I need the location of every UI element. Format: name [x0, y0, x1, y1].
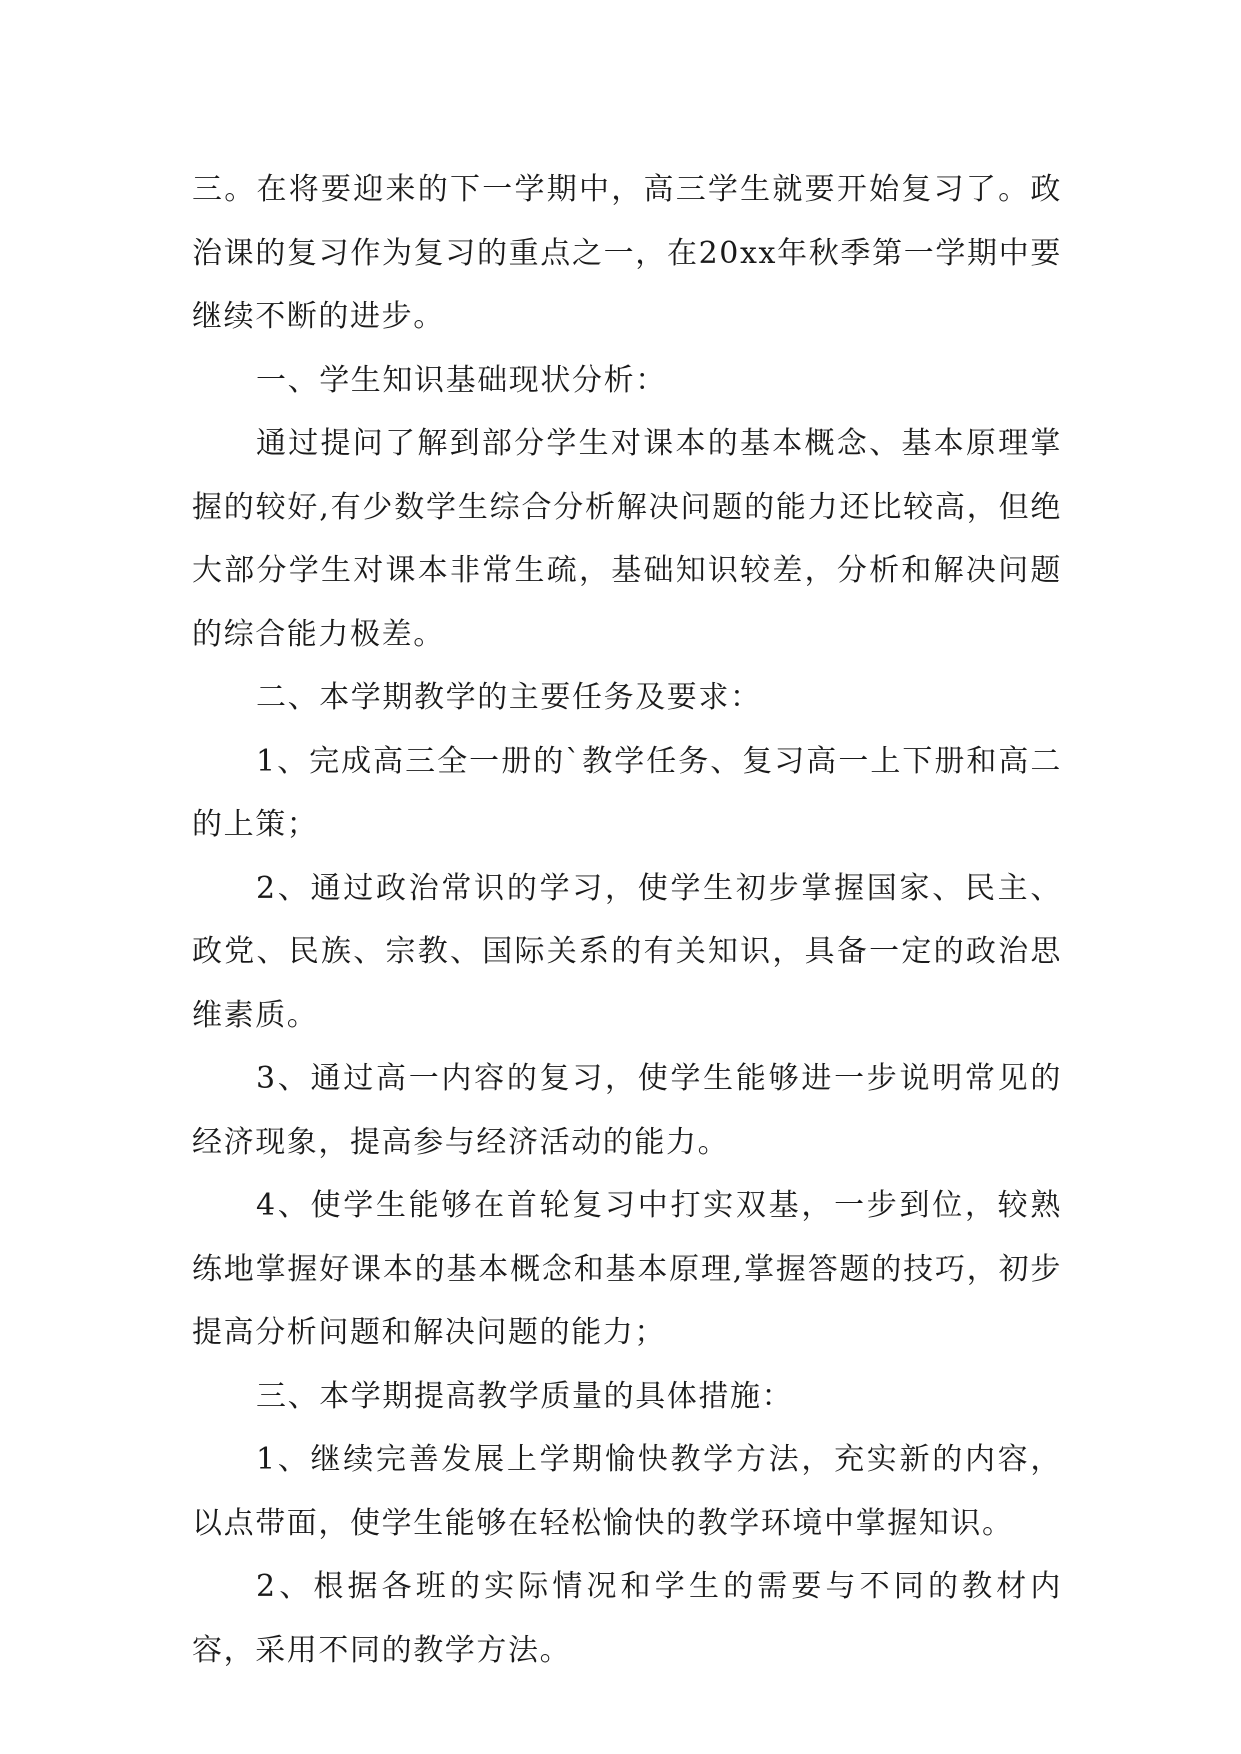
list-item-measure-1: 1、继续完善发展上学期愉快教学方法，充实新的内容，以点带面，使学生能够在轻松愉快的教学环境中掌握知识。: [192, 1442, 1062, 1541]
list-item-task-4: 4、使学生能够在首轮复习中打实双基，一步到位，较熟练地掌握好课本的基本概念和基本原理,掌握答题的技巧，初步提高分析问题和解决问题的能力；: [192, 1188, 1062, 1350]
list-item-task-2: 2、通过政治常识的学习，使学生初步掌握国家、民主、政党、民族、宗教、国际关系的有关知识，具备一定的政治思维素质。: [192, 870, 1062, 1033]
section-heading-student-analysis: 一、学生知识基础现状分析：: [256, 362, 667, 398]
list-item-task-1: 1、完成高三全一册的`教学任务、复习高一上下册和高二的上策；: [192, 743, 1062, 842]
section-heading-measures: 三、本学期提高教学质量的具体措施：: [256, 1378, 794, 1414]
list-item-task-3: 3、通过高一内容的复习，使学生能够进一步说明常见的经济现象，提高参与经济活动的能力。: [192, 1061, 1062, 1160]
section-heading-main-tasks: 二、本学期教学的主要任务及要求：: [256, 680, 762, 715]
list-item-measure-2: 2、根据各班的实际情况和学生的需要与不同的教材内容，采用不同的教学方法。: [192, 1569, 1062, 1668]
document-body: [192, 158, 1062, 1682]
paragraph-intro: 三。在将要迎来的下一学期中，高三学生就要开始复习了。政治课的复习作为复习的重点之一，在20xx年秋季第一学期中要继续不断的进步。: [192, 172, 1062, 334]
paragraph-student-analysis: 通过提问了解到部分学生对课本的基本概念、基本原理掌握的较好,有少数学生综合分析解决问题的能力还比较高，但绝大部分学生对课本非常生疏，基础知识较差，分析和解决问题的综合能力极差。: [192, 426, 1062, 652]
